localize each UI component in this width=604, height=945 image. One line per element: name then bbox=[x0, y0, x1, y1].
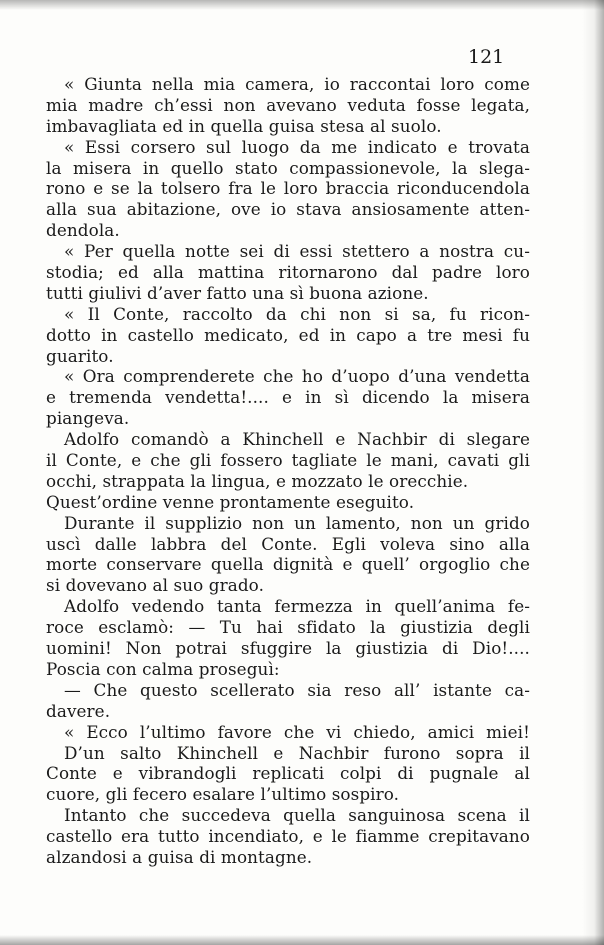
text-line: Intanto che succedeva quella sanguinosa scena il bbox=[64, 805, 530, 826]
text-line: il Conte, e che gli fossero tagliate le mani, cavati gli bbox=[46, 450, 530, 471]
text-line: occhi, strappata la lingua, e mozzato le orecchie. bbox=[46, 470, 469, 491]
text-line: « Ecco l’ultimo favore che vi chiedo, amici miei! bbox=[64, 721, 530, 742]
text-line: Adolfo vedendo tanta fermezza in quell’anima fe- bbox=[64, 596, 530, 617]
text-line: alzandosi a guisa di montagne. bbox=[46, 846, 313, 867]
text-line: Durante il supplizio non un lamento, non un grido bbox=[64, 512, 530, 533]
text-line: — Che questo scellerato sia reso all’ istante ca- bbox=[64, 679, 530, 700]
text-line: piangeva. bbox=[46, 408, 130, 429]
text-line: « Giunta nella mia camera, io raccontai loro come bbox=[64, 74, 530, 94]
text-line: tutti giulivi d’aver fatto una sì buona azione. bbox=[46, 282, 429, 303]
text-line: roce esclamò: — Tu hai sfidato la giustizia degli bbox=[46, 617, 530, 638]
text-line: Adolfo comandò a Khinchell e Nachbir di slegare bbox=[64, 429, 530, 450]
text-line: alla sua abitazione, ove io stava ansiosamente atten- bbox=[46, 199, 530, 220]
text-line: Conte e vibrandogli replicati colpi di pugnale al bbox=[46, 763, 530, 784]
text-line: rono e se la tolsero fra le loro braccia riconducendola bbox=[46, 178, 530, 199]
text-line: e tremenda vendetta!.... e in sì dicendo la misera bbox=[46, 387, 530, 408]
text-line: « Essi corsero sul luogo da me indicato e trovata bbox=[64, 136, 530, 157]
text-line: cuore, gli fecero esalare l’ultimo sospiro. bbox=[46, 784, 400, 805]
text-line: stodia; ed alla mattina ritornarono dal padre loro bbox=[46, 262, 530, 283]
text-line: « Il Conte, raccolto da chi non si sa, fu ricon- bbox=[64, 303, 530, 324]
text-line: castello era tutto incendiato, e le fiamme crepitavano bbox=[46, 826, 530, 847]
text-line: dotto in castello medicato, ed in capo a tre mesi fu bbox=[46, 324, 530, 345]
text-line: Poscia con calma proseguì: bbox=[46, 658, 280, 679]
text-line: imbavagliata ed in quella guisa stesa al suolo. bbox=[46, 115, 442, 136]
text-line: si dovevano al suo grado. bbox=[46, 575, 265, 596]
text-line: morte conservare quella dignità e quell’ orgoglio che bbox=[46, 554, 530, 575]
page-edge-shadow-top bbox=[0, 0, 604, 10]
text-line: guarito. bbox=[46, 345, 114, 366]
text-line: « Per quella notte sei di essi stettero a nostra cu- bbox=[64, 241, 530, 262]
page-edge-shadow-bottom bbox=[0, 935, 604, 945]
text-line: D’un salto Khinchell e Nachbir furono sopra il bbox=[64, 742, 530, 763]
text-line: Quest’ordine venne prontamente eseguito. bbox=[46, 491, 415, 512]
text-line: dendola. bbox=[46, 220, 120, 241]
text-line: « Ora comprenderete che ho d’uopo d’una vendetta bbox=[64, 366, 530, 387]
page-edge-shadow-right bbox=[582, 0, 604, 945]
text-line: la misera in quello stato compassionevole, la slega- bbox=[46, 157, 530, 178]
text-line: mia madre ch’essi non avevano veduta fosse legata, bbox=[46, 94, 530, 115]
body-text bbox=[46, 74, 530, 868]
text-line: davere. bbox=[46, 700, 111, 721]
page-number: 121 bbox=[468, 46, 505, 68]
text-line: uomini! Non potrai sfuggire la giustizia di Dio!.... bbox=[46, 638, 530, 659]
text-line: uscì dalle labbra del Conte. Egli voleva sino alla bbox=[46, 533, 530, 554]
